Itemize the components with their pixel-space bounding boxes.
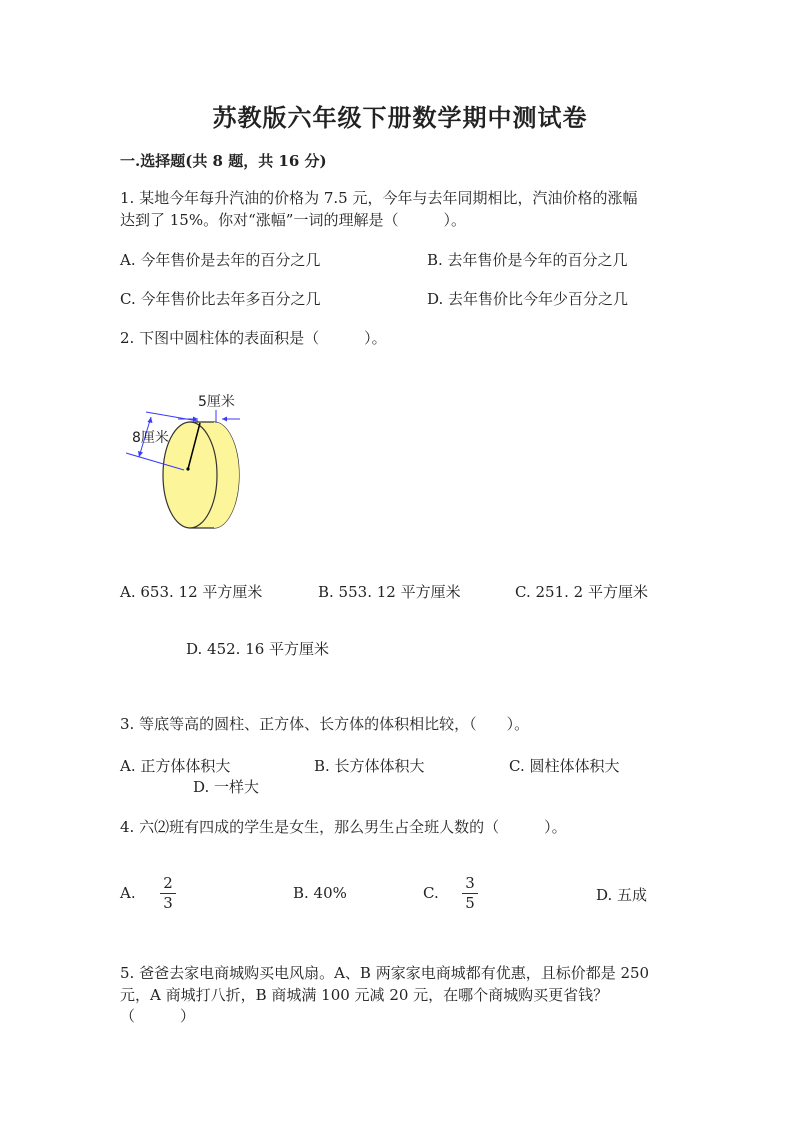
fraction-numerator: 2 [163, 874, 173, 892]
question-5-line-3: （ ） [120, 1007, 196, 1025]
question-5-line-1: 5. 爸爸去家电商城购买电风扇。A、B 两家家电商城都有优惠，且标价都是 250 [120, 964, 650, 982]
question-4-option-d[interactable]: D. 五成 [596, 886, 648, 904]
question-2-option-a[interactable]: A. 653. 12 平方厘米 [120, 583, 263, 601]
question-2-option-d[interactable]: D. 452. 16 平方厘米 [186, 640, 330, 658]
question-1-option-c[interactable]: C. 今年售价比去年多百分之几 [120, 290, 321, 308]
question-3-text: 3. 等底等高的圆柱、正方体、长方体的体积相比较，（ ）。 [120, 715, 530, 733]
fraction-denominator: 5 [465, 894, 475, 912]
question-5-line-2: 元，A 商城打八折，B 商城满 100 元减 20 元，在哪个商城购买更省钱？ [120, 986, 609, 1004]
center-point [186, 467, 189, 470]
question-2-text: 2. 下图中圆柱体的表面积是（ ）。 [120, 329, 387, 347]
question-3-option-b[interactable]: B. 长方体体积大 [314, 757, 425, 775]
height-arrowhead-right [222, 417, 227, 422]
question-3-option-c[interactable]: C. 圆柱体体积大 [509, 757, 620, 775]
section-heading: 一.选择题(共 8 题，共 16 分) [120, 152, 327, 170]
question-2-option-b[interactable]: B. 553. 12 平方厘米 [318, 583, 461, 601]
question-2-option-c[interactable]: C. 251. 2 平方厘米 [515, 583, 648, 601]
question-3-option-d[interactable]: D. 一样大 [193, 778, 260, 796]
radius-arrowhead-top [148, 417, 153, 423]
question-4-option-b[interactable]: B. 40% [293, 884, 347, 902]
radius-label: 8厘米 [132, 430, 169, 446]
height-label: 5厘米 [198, 394, 235, 410]
radius-ext-top [146, 412, 198, 421]
question-4-option-a-label[interactable]: A. [120, 884, 136, 902]
question-4-text: 4. 六⑵班有四成的学生是女生，那么男生占全班人数的（ ）。 [120, 818, 567, 836]
question-4-option-c-label[interactable]: C. [423, 884, 439, 902]
question-1-option-a[interactable]: A. 今年售价是去年的百分之几 [120, 251, 321, 269]
question-3-option-a[interactable]: A. 正方体体积大 [120, 757, 231, 775]
question-4-option-a-fraction[interactable] [160, 875, 176, 912]
cylinder-figure [118, 385, 258, 535]
page-title: 苏教版六年级下册数学期中测试卷 [212, 103, 588, 132]
fraction-denominator: 3 [163, 894, 173, 912]
question-1-line-1: 1. 某地今年每升汽油的价格为 7.5 元，今年与去年同期相比，汽油价格的涨幅 [120, 189, 638, 207]
question-4-option-c-fraction[interactable] [462, 875, 478, 912]
question-1-line-2: 达到了 15%。你对“涨幅”一词的理解是（ ）。 [120, 211, 466, 229]
question-1-option-b[interactable]: B. 去年售价是今年的百分之几 [427, 251, 628, 269]
fraction-numerator: 3 [465, 874, 475, 892]
question-1-option-d[interactable]: D. 去年售价比今年少百分之几 [427, 290, 629, 308]
cylinder-front-face [163, 422, 217, 528]
